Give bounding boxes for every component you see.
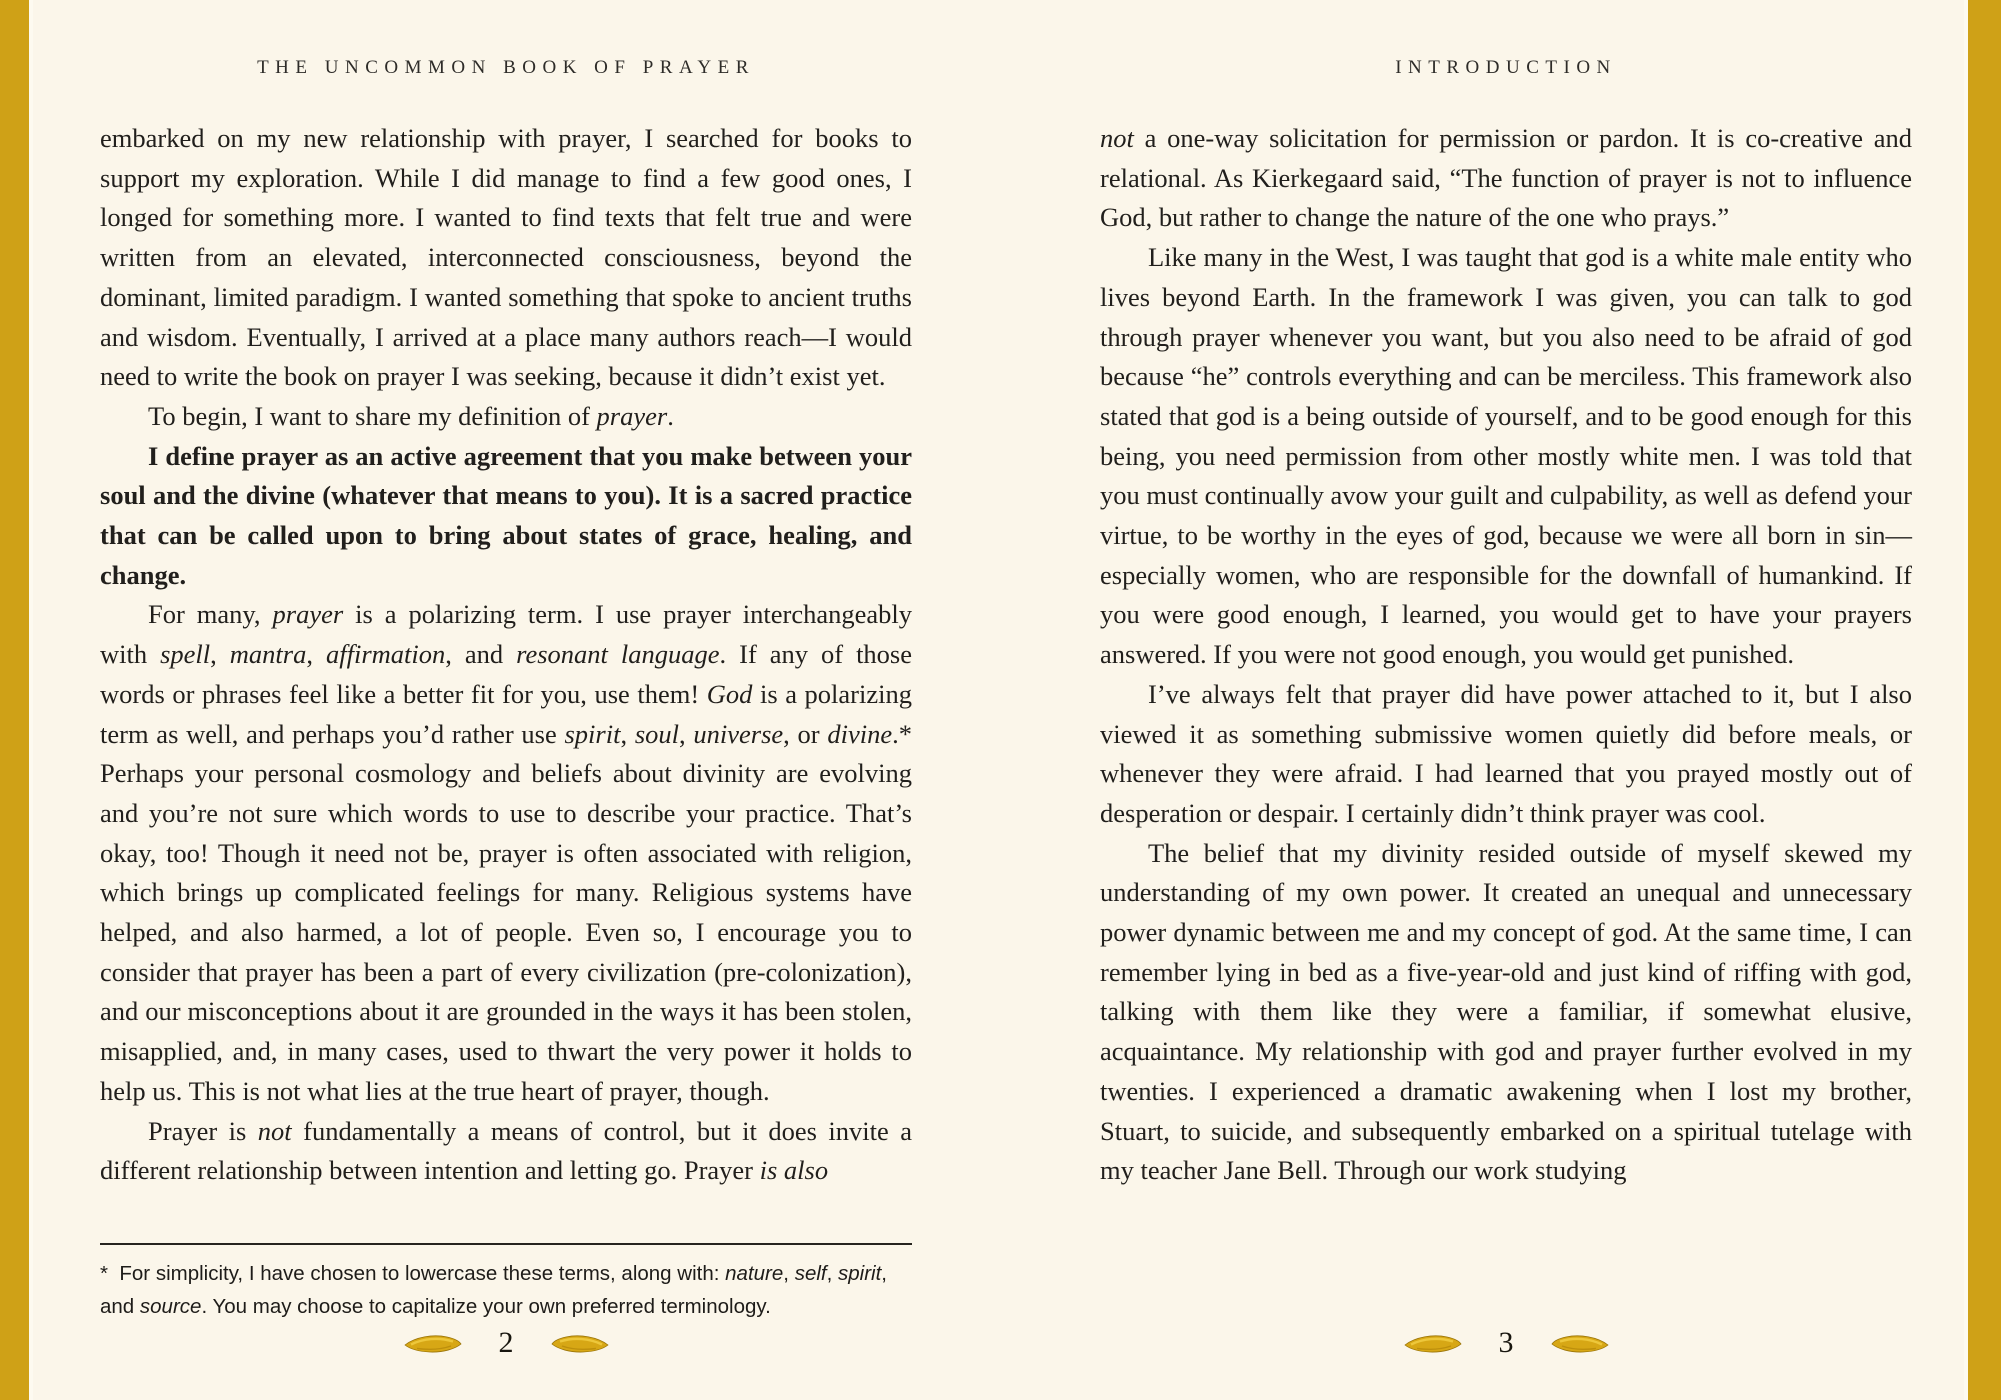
left-page-body [100,119,912,1191]
text-run: source [139,1295,202,1318]
text-run: prayer [596,400,668,431]
text-run: , [783,1262,795,1285]
page-number-left: 2 [498,1326,514,1359]
text-run: Prayer is [148,1115,258,1146]
text-run: spirit [564,718,621,749]
text-run: fundamentally a means of control, but it does invite a different relationship between intention and letting go. Prayer [100,1115,912,1186]
paragraph [1100,675,1912,834]
text-run: spell [160,639,211,670]
text-run: a one-way solicitation for permission or pardon. It is co-creative and relational. As Kierkegaard said, “The function of prayer is not to influence God, but rather to change the nature of the one who prays.” [1100,123,1912,233]
paragraph [100,437,912,596]
paragraph [1100,238,1912,675]
text-run: is a polarizing term as well, and perhaps you’d rather use [100,678,912,749]
text-run: .* Perhaps your personal cosmology and beliefs about divinity are evolving and you’re not sure which words to use to describe your practice. That’s okay, too! Though it need not be, prayer is often associated with religion, which brings up complicated feelings for many. Religious systems have helped, and also harmed, a lot of people. Even so, I encourage you to consider that prayer has been a part of every civilization (pre-colonization), and our misconceptions about it are grounded in the ways it has been stolen, misapplied, and, in many cases, used to thwart the very power it holds to help us. This is not what lies at the true heart of prayer, though. [100,718,912,1106]
text-run: not [257,1115,292,1146]
text-run: Like many in the West, I was taught that god is a white male entity who lives beyond Earth. In the framework I was given, you can talk to god through prayer whenever you want, but you also need to be afraid of god because “he” controls everything and can be merciless. This framework also stated that god is a being outside of yourself, and to be good enough for this being, you need permission from other mostly white men. I was told that you must continually avow your guilt and culpability, as well as defend your virtue, to be worthy in the eyes of god, because we were all born in sin—especially women, who are responsible for the downfall of humankind. If you were good enough, I learned, you would get to have your prayers answered. If you were not good enough, you would get punished. [1100,242,1912,670]
text-run: divine [827,718,893,749]
text-run: not [1100,123,1134,153]
text-run: , and [100,1262,887,1318]
text-run: , and [445,639,517,670]
gold-leaf-icon [403,1332,463,1355]
text-run: , or [783,718,828,749]
text-run: . You may choose to capitalize your own preferred terminology. [201,1295,771,1318]
text-run: * For simplicity, I have chosen to lowercase these terms, along with: [100,1262,726,1285]
paragraph [1100,119,1912,238]
gold-leaf-icon [550,1332,610,1355]
text-run: is also [759,1155,829,1186]
text-run: For many, [148,599,273,630]
text-run: resonant language [516,639,720,670]
text-run: spirit [838,1262,882,1285]
page-number-right: 3 [1498,1326,1514,1359]
text-run: I’ve always felt that prayer did have power attached to it, but I also viewed it as something submissive women quietly did before meals, or whenever they were afraid. I had learned that you prayed mostly out of desperation or despair. I certainly didn’t think prayer was cool. [1100,678,1912,828]
paragraph [1100,834,1912,1191]
text-run: soul [634,718,680,749]
text-run: , [210,639,230,670]
text-run: God [706,678,753,709]
right-page-footer [1100,1320,1912,1366]
gold-leaf-icon [1550,1332,1610,1355]
running-header-left: THE UNCOMMON BOOK OF PRAYER [257,57,755,78]
text-run: universe [693,718,784,749]
gold-leaf-icon [1403,1332,1463,1355]
text-run: nature [725,1262,784,1285]
footnote-text [100,1257,912,1323]
paragraph [100,1112,912,1191]
text-run: embarked on my new relationship with prayer, I searched for books to support my exploration. While I did manage to find a few good ones, I longed for something more. I wanted to find texts that felt true and were written from an elevated, interconnected consciousness, beyond the dominant, limited paradigm. I wanted something that spoke to ancient truths and wisdom. Eventually, I arrived at a place many authors reach—I would need to write the book on prayer I was seeking, because it didn’t exist yet. [100,123,912,392]
running-header-right: INTRODUCTION [1395,57,1617,78]
footnote-rule [100,1243,912,1245]
text-run: mantra [229,639,307,670]
text-run: prayer [272,599,344,630]
left-gold-edge [0,0,33,1400]
text-run: To begin, I want to share my definition of [148,400,597,431]
text-run: , [826,1262,838,1285]
left-page-footer [100,1320,912,1366]
paragraph [100,595,912,1111]
text-run: , [306,639,326,670]
text-run: self [794,1262,827,1285]
text-run: The belief that my divinity resided outside of myself skewed my understanding of my own power. It created an unequal and unnecessary power dynamic between me and my concept of god. At the same time, I can remember lying in bed as a five-year-old and just kind of riffing with god, talking with them like they were a familiar, if somewhat elusive, acquaintance. My relationship with god and prayer further evolved in my twenties. I experienced a dramatic awakening when I lost my brother, Stuart, to suicide, and subsequently embarked on a spiritual tutelage with my teacher Jane Bell. Through our work studying [1100,837,1912,1186]
paragraph [100,119,912,397]
right-gold-edge [1964,0,2001,1400]
text-run: . [667,400,674,431]
text-run: . If any of those words or phrases feel like a better fit for you, use them! [100,639,913,709]
text-run: is a polarizing term. I use prayer interchangeably with [100,599,913,670]
text-run: , [679,718,694,749]
text-run: , [620,718,635,749]
footnote-block [100,1243,912,1323]
text-run: I define prayer as an active agreement that you make between your soul and the divine (whatever that means to you). It is a sacred practice that can be called upon to bring about states of grace, healing, and change. [100,440,912,590]
right-page-body [1100,119,1912,1191]
text-run: affirmation [326,639,446,670]
paragraph [100,397,912,437]
